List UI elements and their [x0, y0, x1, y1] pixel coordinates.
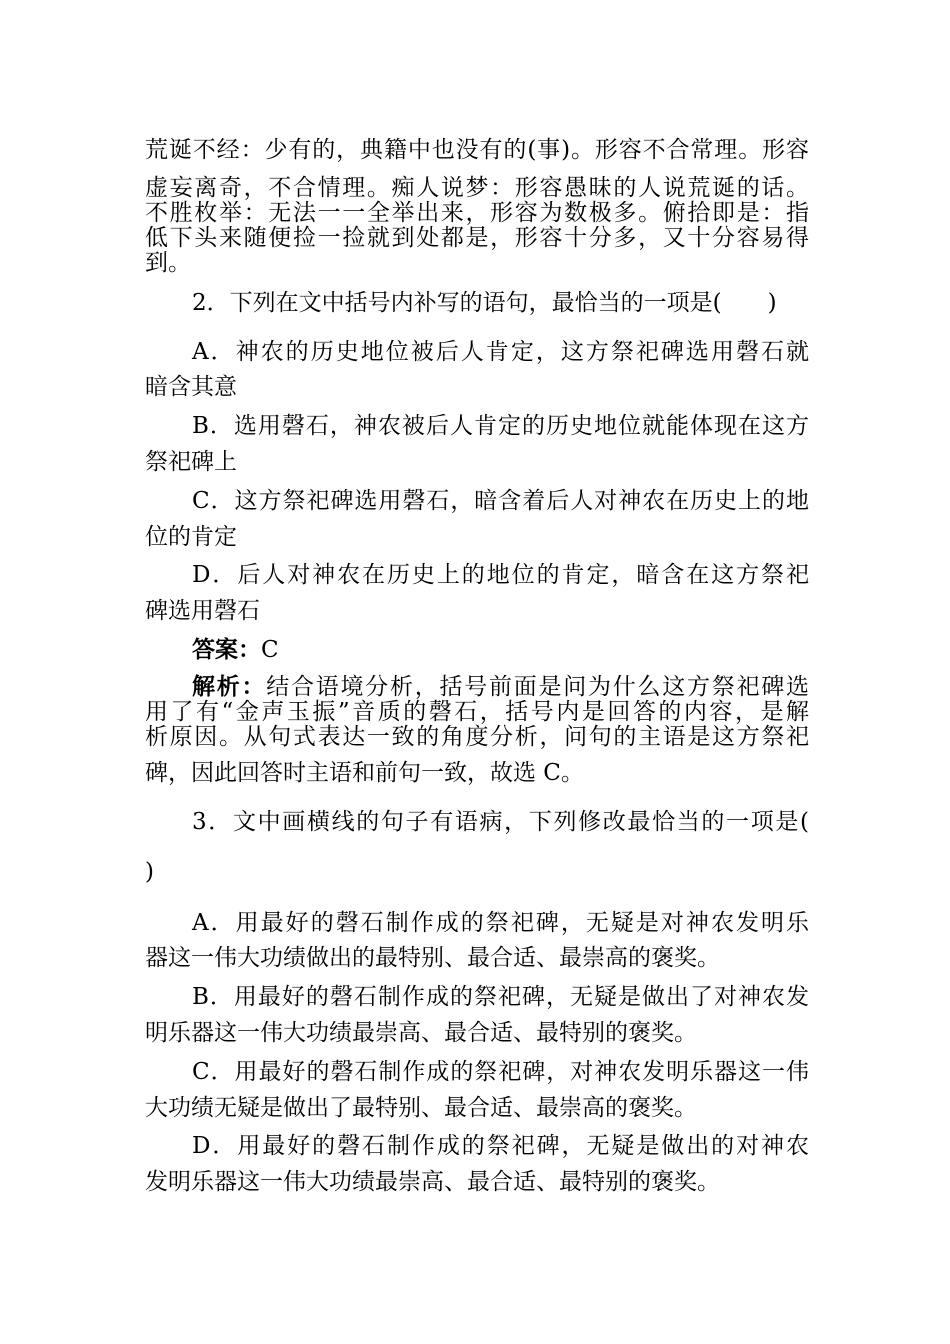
explanation-line-1: 荒诞不经：少有的，典籍中也没有的(事)。形容不合常理。形容 — [145, 137, 809, 163]
q3-option-a-line-1: A．用最好的磬石制作成的祭祀碑，无疑是对神农发明乐 — [192, 910, 809, 936]
answer-label: 答案： — [192, 636, 261, 663]
q2-stem: 2．下列在文中括号内补写的语句，最恰当的一项是( ) — [192, 290, 777, 316]
q3-option-b-line-1: B．用最好的磬石制作成的祭祀碑，无疑是做出了对神农发 — [192, 984, 809, 1010]
q2-option-c-line-2: 位的肯定 — [145, 524, 237, 550]
answer-value: C — [261, 637, 279, 663]
analysis-label: 解析： — [192, 673, 267, 700]
q3-option-d-line-1: D．用最好的磬石制作成的祭祀碑，无疑是做出的对神农 — [192, 1133, 809, 1159]
analysis-text-1: 结合语境分析，括号前面是问为什么这方祭祀碑选 — [266, 674, 809, 700]
explanation-line-3: 不胜枚举：无法一一全举出来，形容为数极多。俯拾即是：指 — [145, 200, 809, 226]
q2-analysis-line-4: 碑，因此回答时主语和前句一致，故选 C。 — [145, 760, 584, 786]
explanation-line-4: 低下头来随便捡一捡就到处都是，形容十分多，又十分容易得 — [145, 225, 809, 251]
q2-option-b-line-2: 祭祀碑上 — [145, 449, 237, 475]
q2-option-d-line-2: 碑选用磬石 — [145, 598, 260, 624]
q2-analysis-line-3: 析原因。从句式表达一致的角度分析，问句的主语是这方祭祀 — [145, 724, 809, 750]
explanation-line-2: 虚妄离奇，不合情理。痴人说梦：形容愚昧的人说荒诞的话。 — [145, 175, 809, 201]
q2-option-a-line-1: A．神农的历史地位被后人肯定，这方祭祀碑选用磬石就 — [192, 339, 809, 365]
q3-option-b-line-2: 明乐器这一伟大功绩最崇高、最合适、最特别的褒奖。 — [145, 1020, 697, 1046]
q3-option-c-line-2: 大功绩无疑是做出了最特别、最合适、最崇高的褒奖。 — [145, 1095, 697, 1121]
q2-option-a-line-2: 暗含其意 — [145, 374, 237, 400]
q3-option-c-line-1: C．用最好的磬石制作成的祭祀碑，对神农发明乐器这一伟 — [192, 1059, 809, 1085]
q2-option-b-line-1: B．选用磬石，神农被后人肯定的历史地位就能体现在这方 — [192, 413, 809, 439]
q2-option-c-line-1: C．这方祭祀碑选用磬石，暗含着后人对神农在历史上的地 — [192, 488, 809, 514]
q2-answer — [192, 634, 809, 666]
q3-option-a-line-2: 器这一伟大功绩做出的最特别、最合适、最崇高的褒奖。 — [145, 945, 720, 971]
q2-analysis-line-2: 用了有“金声玉振”音质的磬石，括号内是回答的内容，是解 — [145, 699, 809, 725]
q3-stem-line-2: ) — [145, 859, 154, 885]
q3-stem-line-1: 3．文中画横线的句子有语病，下列修改最恰当的一项是( — [192, 809, 809, 835]
q3-option-d-line-2: 发明乐器这一伟大功绩最崇高、最合适、最特别的褒奖。 — [145, 1169, 720, 1195]
explanation-line-5: 到。 — [145, 250, 191, 276]
q2-option-d-line-1: D．后人对神农在历史上的地位的肯定，暗含在这方祭祀 — [192, 562, 809, 588]
